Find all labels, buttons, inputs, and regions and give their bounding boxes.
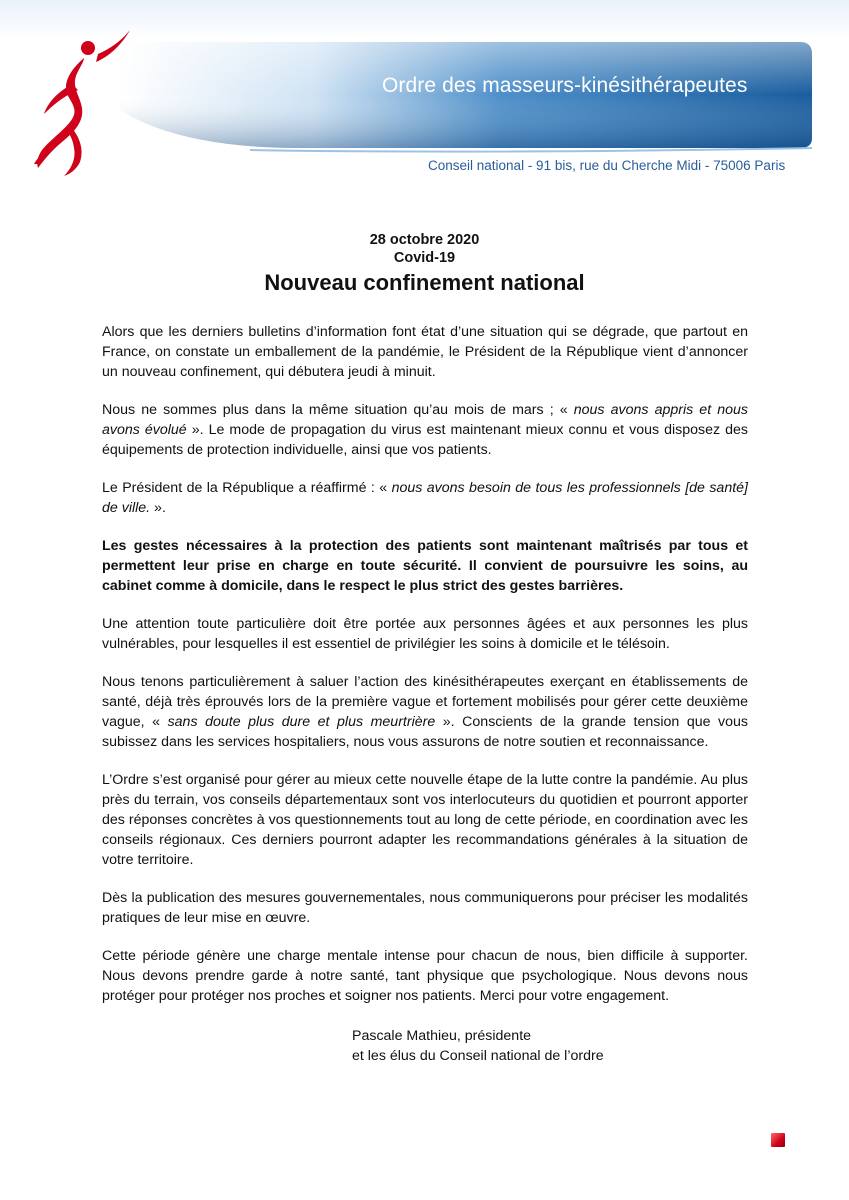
signature-line-1: Pascale Mathieu, présidente [352,1028,532,1044]
paragraph-2-text-b: ». Le mode de propagation du virus est maintenant mieux connu et vous disposez des équipements de protection individuelle, ainsi que vos patients. [102,422,749,458]
paragraph-3-text-a: Le Président de la République a réaffirmé : « [102,480,392,496]
document-date: 28 octobre 2020 [369,232,480,248]
header-underline [250,148,812,152]
logo-figure-icon [34,30,130,176]
signature-line-2: et les élus du Conseil national de l’ordre [352,1048,604,1064]
organization-address: Conseil national - 91 bis, rue du Cherche Midi - 75006 Paris [428,158,786,173]
paragraph-4-emphasis: Les gestes nécessaires à la protection des patients sont maintenant maîtrisés par tous et permettent leur prise en charge en toute sécurité. Il convient de poursuivre les soins, au cabinet comme à domicile, dans le respect le plus strict des gestes barrières. [102,538,748,594]
organization-name: Ordre des masseurs-kinésithérapeutes [382,74,748,97]
paragraph-7: L’Ordre s’est organisé pour gérer au mieux cette nouvelle étape de la lutte contre la pandémie. Au plus près du terrain, vos conseils départementaux sont vos interlocuteurs du quotidien et pourront apporter des réponses concrètes à vos questionnements tout au long de cette période, en coordination avec les conseils régionaux. Ces derniers pourront adapter les recommandations générales à la situation de votre territoire. [102,772,748,868]
page-title: Nouveau confinement national [264,270,585,295]
letterhead [0,0,849,190]
paragraph-6-text-a: Nous tenons particulièrement à saluer l’action des kinésithérapeutes exerçant en établissements de santé, déjà très éprouvés lors de la première vague et fortement mobilisés pour gérer cette deuxième vague, « [102,674,748,730]
letter-body [102,322,748,1024]
paragraph-1: Alors que les derniers bulletins d’information font état d’une situation qui se dégrade, que partout en France, on constate un emballement de la pandémie, le Président de la République vient d’annoncer un nouveau confinement, qui débutera jeudi à minuit. [102,324,748,380]
corner-mark-icon [771,1133,785,1147]
paragraph-2 [102,400,748,460]
paragraph-2-quote: nous avons appris et nous avons évolué [102,402,748,438]
signature-block [352,1026,604,1066]
paragraph-6-quote: sans doute plus dure et plus meurtrière [167,714,436,730]
paragraph-3-quote: nous avons besoin de tous les professionnels [de santé] de ville. [102,480,748,516]
paragraph-5: Une attention toute particulière doit être portée aux personnes âgées et aux personnes les plus vulnérables, pour lesquelles il est essentiel de privilégier les soins à domicile et le télésoin. [102,616,748,652]
paragraph-9: Cette période génère une charge mentale intense pour chacun de nous, bien difficile à supporter. Nous devons prendre garde à notre santé, tant physique que psychologique. Nous devons nous protéger pour protéger nos proches et soigner nos patients. Merci pour votre engagement. [102,948,748,1004]
paragraph-6-text-b: ». Conscients de la grande tension que vous subissez dans les services hospitaliers, nous vous assurons de notre soutien et reconnaissance. [102,714,748,750]
paragraph-3 [102,478,748,518]
document-topic: Covid-19 [393,250,456,266]
paragraph-6 [102,672,748,752]
paragraph-2-text-a: Nous ne sommes plus dans la même situation qu’au mois de mars ; « [102,402,574,418]
paragraph-3-text-b: ». [150,500,166,516]
paragraph-8: Dès la publication des mesures gouvernementales, nous communiquerons pour préciser les modalités pratiques de leur mise en œuvre. [102,890,748,926]
